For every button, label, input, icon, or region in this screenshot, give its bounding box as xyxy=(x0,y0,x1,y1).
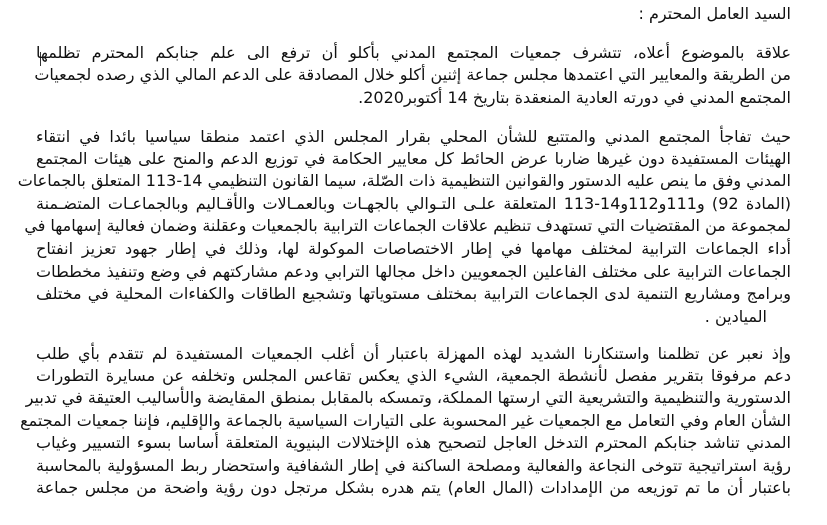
paragraph-3-line-5: المدني تناشد جنابكم المحترم التدخل العاجل لتصحيح هذه الإختلالات البنيوية المتعلقة أساسا بسوء التسيير وغياب xyxy=(36,433,791,452)
salutation: السيد العامل المحترم : xyxy=(638,4,791,23)
paragraph-3-line-4: الشأن العام وفي التعامل مع الجمعيات غير المحسوبة على التيارات السياسية بالجماعة والإقليم، فإننا جمعيات المجتمع xyxy=(20,411,791,430)
paragraph-3-line-1: وإذ نعبر عن تظلمنا واستنكارنا الشديد لهذه المهزلة باعتبار أن أغلب الجمعيات المستفيدة لم تتقدم بأي طلب xyxy=(36,344,791,363)
paragraph-2-line-3: المدني وفق ما ينص عليه الدستور والقوانين التنظيمية ذات الصّلة، سيما القانون التنظيمي 14-113 المتعلق بالجماعات xyxy=(17,171,791,190)
paragraph-2-line-8: وبرامج ومشاريع التنمية لدى الجماعات الترابية بمختلف مستوياتها وتشجيع الطاقات والكفاءات المحلية في مختلف xyxy=(36,284,791,303)
paragraph-2-line-1: حيث تفاجأ المجتمع المدني والمتتبع للشأن المحلي بقرار المجلس الذي اعتمد منطقا سياسيا بائدا في انتقاء xyxy=(36,127,791,146)
paragraph-2-line-9: الميادين . xyxy=(704,307,767,326)
paragraph-1-line-1: علاقة بالموضوع أعلاه، تتشرف جمعيات المجتمع المدني بأكلو أن ترفع الى علم جنابكم المحترم تظلمها xyxy=(36,43,791,62)
paragraph-3-line-2: دعم مرفوقا بتقرير مفصل لأنشطة الجمعية، الشيء الذي يعكس تقاعس المجلس وتخلفه عن مسايرة التطورات xyxy=(36,366,791,385)
paragraph-3-line-7: باعتبار أن ما تم توزيعه من الإمدادات (المال العام) يتم هدره بشكل مرتجل دون رؤية واضحة من مجلس جماعة xyxy=(36,478,791,497)
paragraph-2-line-4: (المادة 92) و111و112و14-113 المتعلقة علـى التـوالي بالجهـات وبالعمـالات والأقـاليم وبالجماعـات المتضـمنة xyxy=(36,194,792,213)
paragraph-1-line-2: من الطريقة والمعايير التي اعتمدها مجلس جماعة إثنين أكلو خلال المصادقة على الدعم المالي الذي رصده لجمعيات xyxy=(34,65,791,84)
paragraph-2-line-5: لمجموعة من المقتضيات التي تستهدف تنظيم علاقات الجماعات الترابية بالجمعيات وعقلنة وضمان فعالية إسهامها في xyxy=(24,216,791,235)
paragraph-3-line-3: الدستورية والتنظيمية والتشريعية التي ارستها المملكة، وتمسكه بالمقابل بمنطق المقايضة والأساليب العتيقة في تدبير xyxy=(25,388,791,407)
paragraph-2-line-6: أداء الجماعات الترابية لمختلف مهامها في إطار الاختصاصات الموكولة لها، وذلك في إطار جهود تعزيز انفتاح xyxy=(36,239,791,258)
paragraph-1-line-3: المجتمع المدني في دورته العادية المنعقدة بتاريخ 14 أكتوبر2020. xyxy=(358,88,791,107)
paragraph-2-line-2: الهيئات المستفيدة دون غيرها ضاربا عرض الحائط كل معايير الحكامة في توزيع الدعم والمنح على هيئات المجتمع xyxy=(36,149,791,168)
paragraph-3-line-6: رؤية استراتيجية تتوخى النجاعة والفعالية ومصلحة الساكنة في إطار الشفافية واستحضار ربط المسؤولية بالمحاسبة xyxy=(36,456,791,475)
paragraph-2-line-7: الجماعات الترابية على مختلف الفاعلين الجمعويين داخل مجالها الترابي ودعم مشاركتهم في وضع وتنفيذ مخططات xyxy=(36,262,791,281)
